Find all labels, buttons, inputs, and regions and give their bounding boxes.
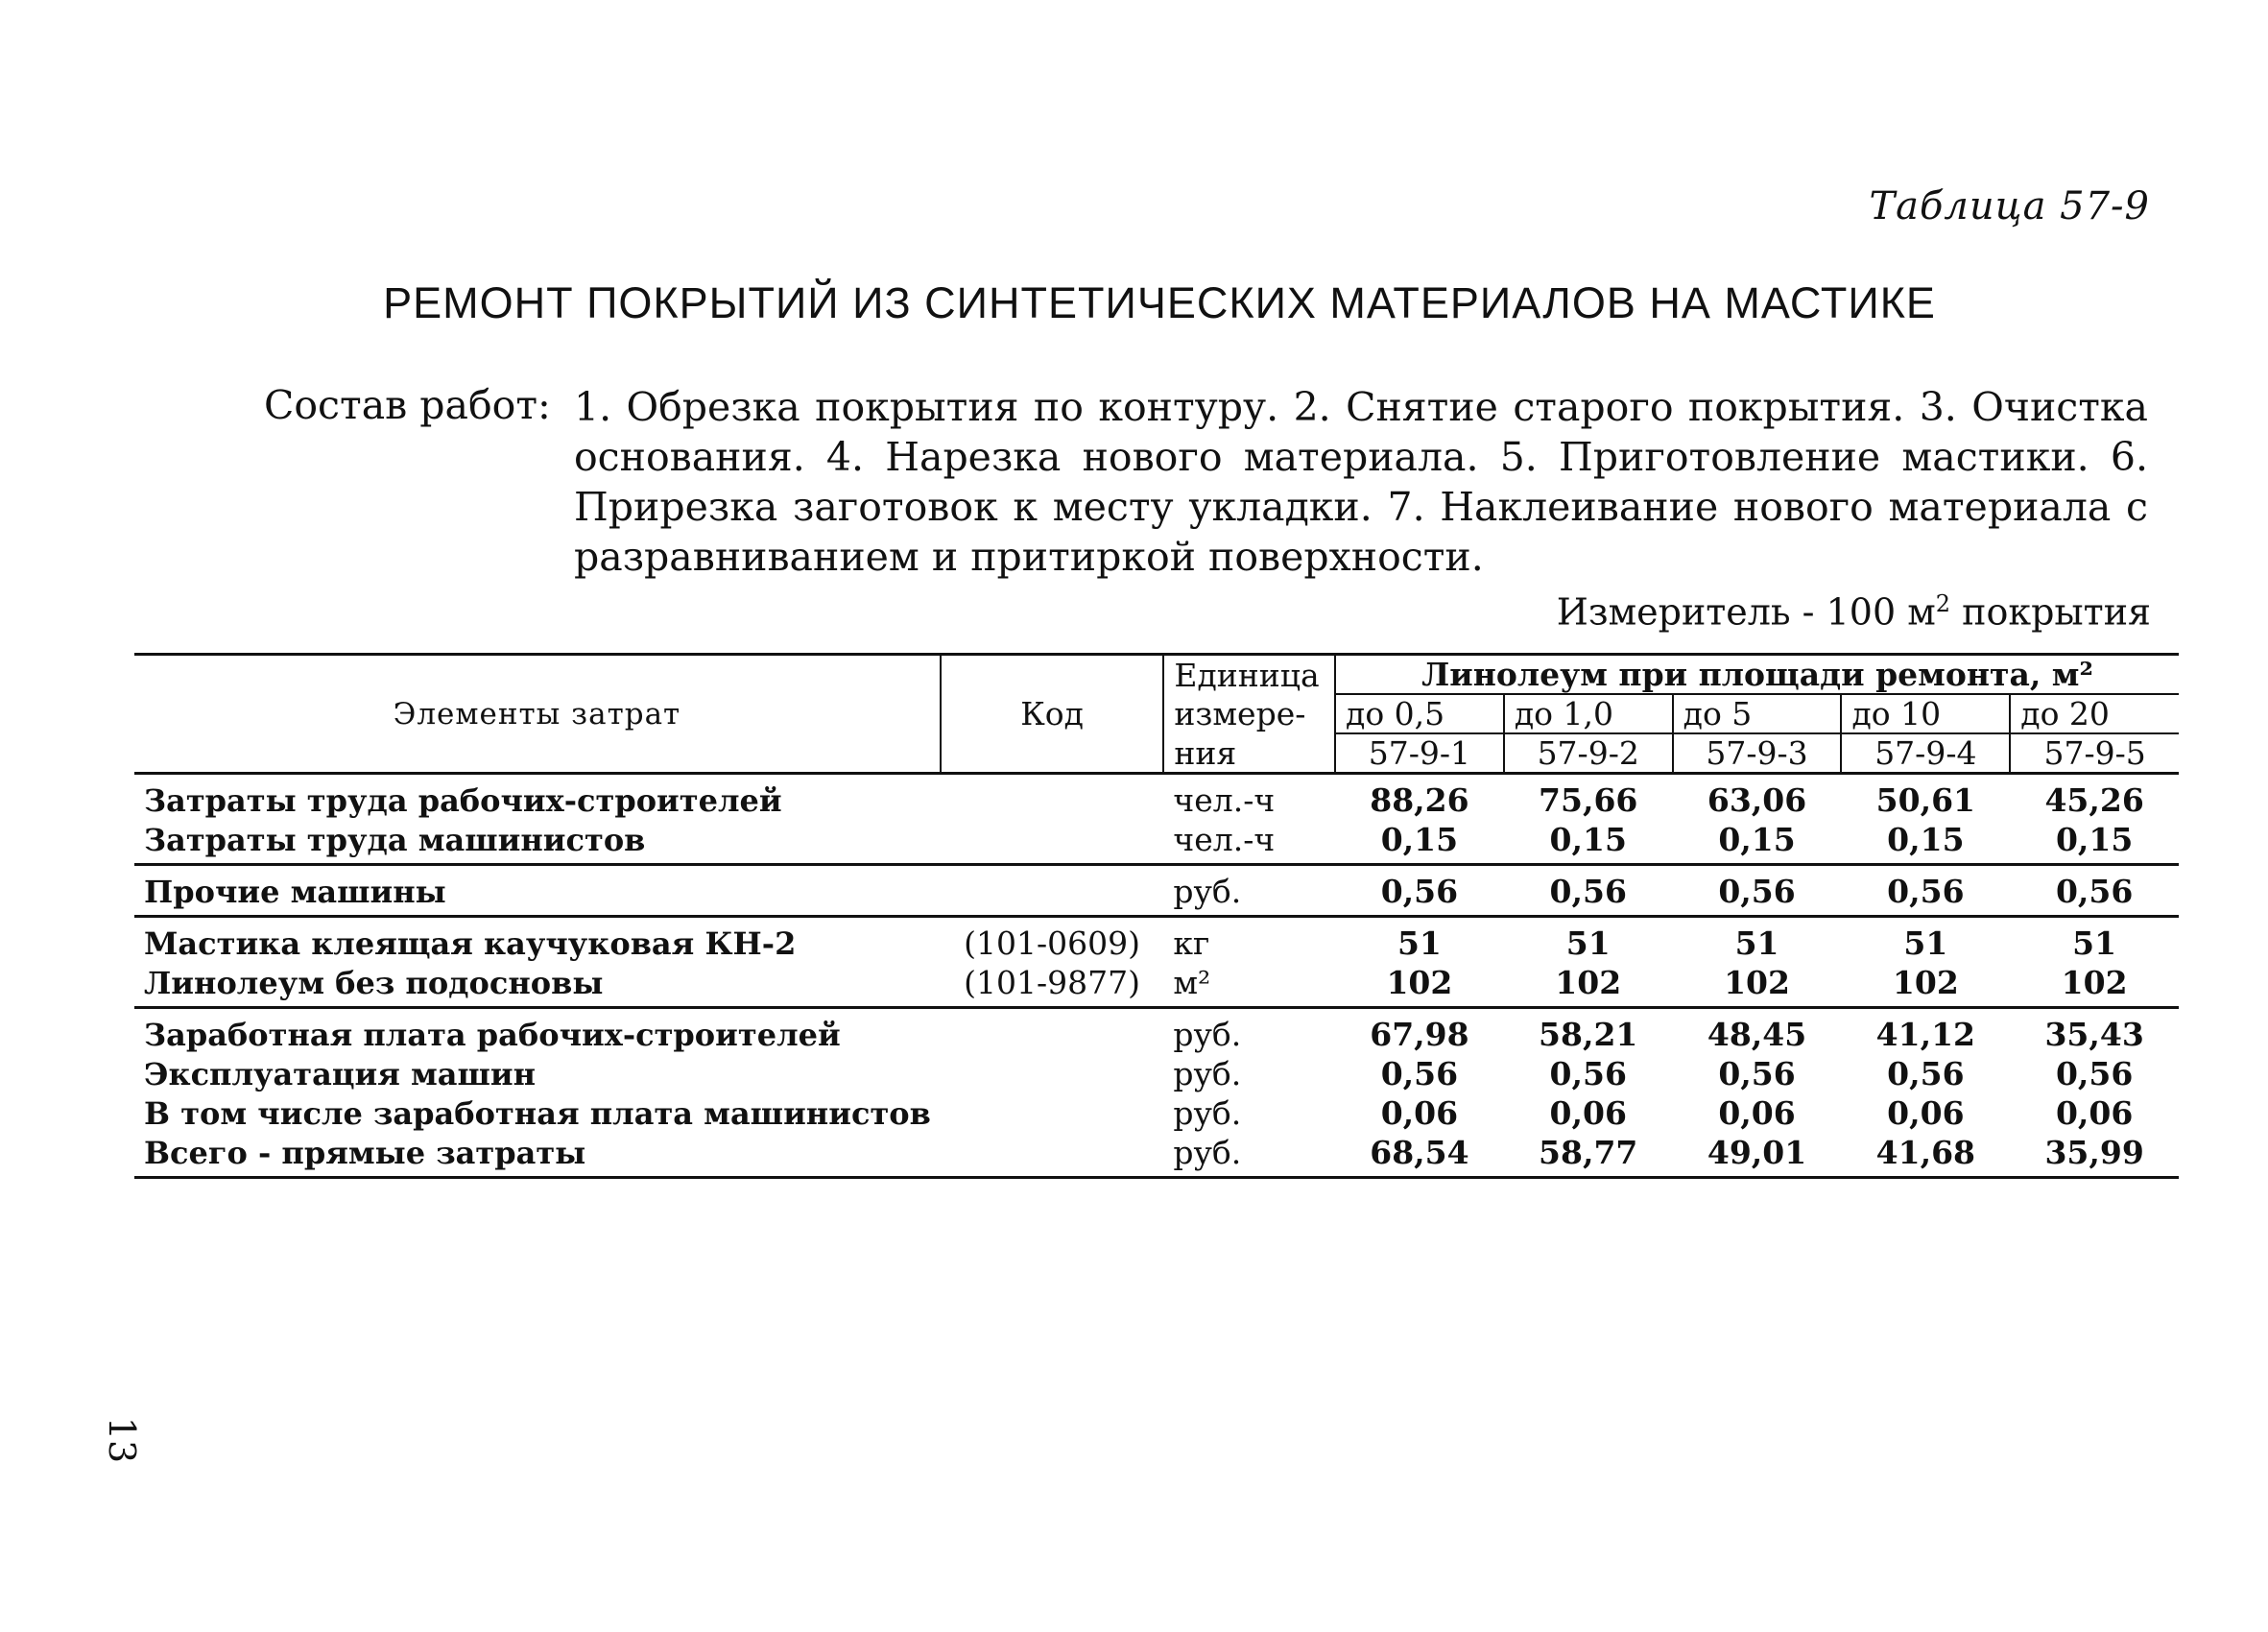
row-code: [941, 1093, 1164, 1133]
row-name: Всего - прямые затраты: [134, 1133, 941, 1178]
table-number: Таблица 57-9: [1869, 184, 2150, 228]
header-code-2: 57-9-2: [1504, 733, 1673, 774]
row-value: 0,56: [1549, 1055, 1627, 1092]
row-code: [941, 865, 1164, 917]
row-code: (101-0609): [964, 924, 1141, 962]
header-unit-line1: Единица: [1163, 655, 1335, 695]
row-value: 0,15: [1841, 820, 2010, 865]
row-value: 0,56: [1887, 1055, 1965, 1092]
row-value: 75,66: [1539, 781, 1638, 819]
row-value: 0,56: [1673, 865, 1842, 917]
row-value: 49,01: [1673, 1133, 1842, 1178]
header-code: Код: [941, 655, 1164, 774]
row-code: (101-9877): [941, 963, 1164, 1008]
row-name: Мастика клеящая каучуковая КН-2: [144, 924, 797, 962]
row-unit: чел.-ч: [1163, 820, 1335, 865]
row-name: Заработная плата рабочих-строителей: [144, 1016, 841, 1053]
row-value: 35,43: [2044, 1016, 2144, 1053]
row-value: 0,15: [1504, 820, 1673, 865]
row-code: [941, 774, 1164, 821]
row-unit: руб.: [1173, 1055, 1242, 1092]
row-value: 0,15: [2010, 820, 2179, 865]
table-row: [134, 774, 2179, 821]
row-value: 41,68: [1841, 1133, 2010, 1178]
work-composition-label: Состав работ:: [264, 382, 551, 428]
row-value: 102: [2010, 963, 2179, 1008]
row-name: Затраты труда рабочих-строителей: [144, 781, 782, 819]
row-unit: м²: [1163, 963, 1335, 1008]
row-value: 0,56: [1718, 1055, 1796, 1092]
row-value: 51: [1734, 924, 1779, 962]
row-value: 51: [1397, 924, 1442, 962]
row-value: 0,56: [2010, 865, 2179, 917]
row-value: 0,06: [2055, 1094, 2134, 1132]
header-area-5: до 20: [2010, 694, 2179, 733]
row-value: 58,21: [1539, 1016, 1638, 1053]
header-code-4: 57-9-4: [1841, 733, 2010, 774]
row-unit: чел.-ч: [1173, 781, 1276, 819]
table-row: [134, 1008, 2179, 1055]
unit-of-measure: [1557, 590, 2151, 634]
header-code-3: 57-9-3: [1673, 733, 1842, 774]
row-value: 58,77: [1504, 1133, 1673, 1178]
row-code: [941, 820, 1164, 865]
cost-table: [134, 653, 2179, 1179]
header-area-3: до 5: [1673, 694, 1842, 733]
header-unit-line3: ния: [1163, 733, 1335, 774]
table-row: [134, 1133, 2179, 1178]
header-area-2: до 1,0: [1504, 694, 1673, 733]
row-value: 0,06: [1549, 1094, 1627, 1132]
row-value: 102: [1673, 963, 1842, 1008]
row-value: 51: [1903, 924, 1948, 962]
row-value: 102: [1504, 963, 1673, 1008]
row-value: 0,56: [1841, 865, 2010, 917]
row-value: 51: [1565, 924, 1611, 962]
row-unit: руб.: [1173, 1094, 1242, 1132]
header-code-5: 57-9-5: [2010, 733, 2179, 774]
header-linoleum-group: Линолеум при площади ремонта, м²: [1335, 655, 2179, 695]
table-row: [134, 820, 2179, 865]
work-composition-text: 1. Обрезка покрытия по контуру. 2. Снятие старого покрытия. 3. Очистка основания. 4. Нарезка нового материала. 5. Приготовление мастики. 6. Прирезка заготовок к месту укладки. 7. Наклеивание нового материала с разравниванием и притиркой поверхности.: [574, 384, 2148, 580]
header-unit-line2: измере-: [1174, 695, 1306, 732]
meter-superscript: 2: [1935, 590, 1951, 617]
row-code: [941, 1008, 1164, 1055]
row-value: 35,99: [2010, 1133, 2179, 1178]
row-value: 0,06: [1718, 1094, 1796, 1132]
table-row: [134, 865, 2179, 917]
meter-tail: покрытия: [1950, 590, 2151, 634]
page-title: РЕМОНТ ПОКРЫТИЙ ИЗ СИНТЕТИЧЕСКИХ МАТЕРИАЛОВ НА МАСТИКЕ: [383, 278, 1936, 327]
row-value: 0,56: [1504, 865, 1673, 917]
row-value: 88,26: [1370, 781, 1469, 819]
row-value: 102: [1841, 963, 2010, 1008]
header-elements: Элементы затрат: [134, 655, 941, 774]
row-value: 0,06: [1887, 1094, 1965, 1132]
table-row: [134, 1054, 2179, 1093]
row-code: [941, 1054, 1164, 1093]
row-value: 0,06: [1380, 1094, 1459, 1132]
row-value: 0,56: [1335, 865, 1504, 917]
row-value: 41,12: [1875, 1016, 1976, 1053]
table-row: [134, 1093, 2179, 1133]
row-value: 51: [2072, 924, 2117, 962]
row-name: Прочие машины: [134, 865, 941, 917]
header-area-4: до 10: [1841, 694, 2010, 733]
row-value: 68,54: [1335, 1133, 1504, 1178]
row-value: 63,06: [1707, 781, 1807, 819]
row-unit: руб.: [1163, 865, 1335, 917]
row-value: 0,15: [1673, 820, 1842, 865]
row-name: Линолеум без подосновы: [134, 963, 941, 1008]
table-row: [134, 963, 2179, 1008]
row-value: 0,15: [1335, 820, 1504, 865]
header-code-1: 57-9-1: [1335, 733, 1504, 774]
row-unit: руб.: [1163, 1133, 1335, 1178]
header-area-1: до 0,5: [1335, 694, 1504, 733]
row-value: 67,98: [1370, 1016, 1469, 1053]
row-value: 0,56: [2055, 1055, 2134, 1092]
row-code: [941, 1133, 1164, 1178]
row-unit: кг: [1173, 924, 1210, 962]
row-value: 48,45: [1707, 1016, 1807, 1053]
row-value: 0,56: [1380, 1055, 1459, 1092]
row-name: Затраты труда машинистов: [134, 820, 941, 865]
row-name: Эксплуатация машин: [144, 1055, 537, 1092]
row-name: В том числе заработная плата машинистов: [144, 1094, 931, 1132]
row-value: 102: [1335, 963, 1504, 1008]
meter-text: Измеритель - 100 м: [1556, 590, 1936, 634]
table-row: [134, 917, 2179, 964]
page-number: 13: [101, 1416, 144, 1464]
row-unit: руб.: [1173, 1016, 1242, 1053]
row-value: 50,61: [1875, 781, 1976, 819]
row-value: 45,26: [2044, 781, 2144, 819]
